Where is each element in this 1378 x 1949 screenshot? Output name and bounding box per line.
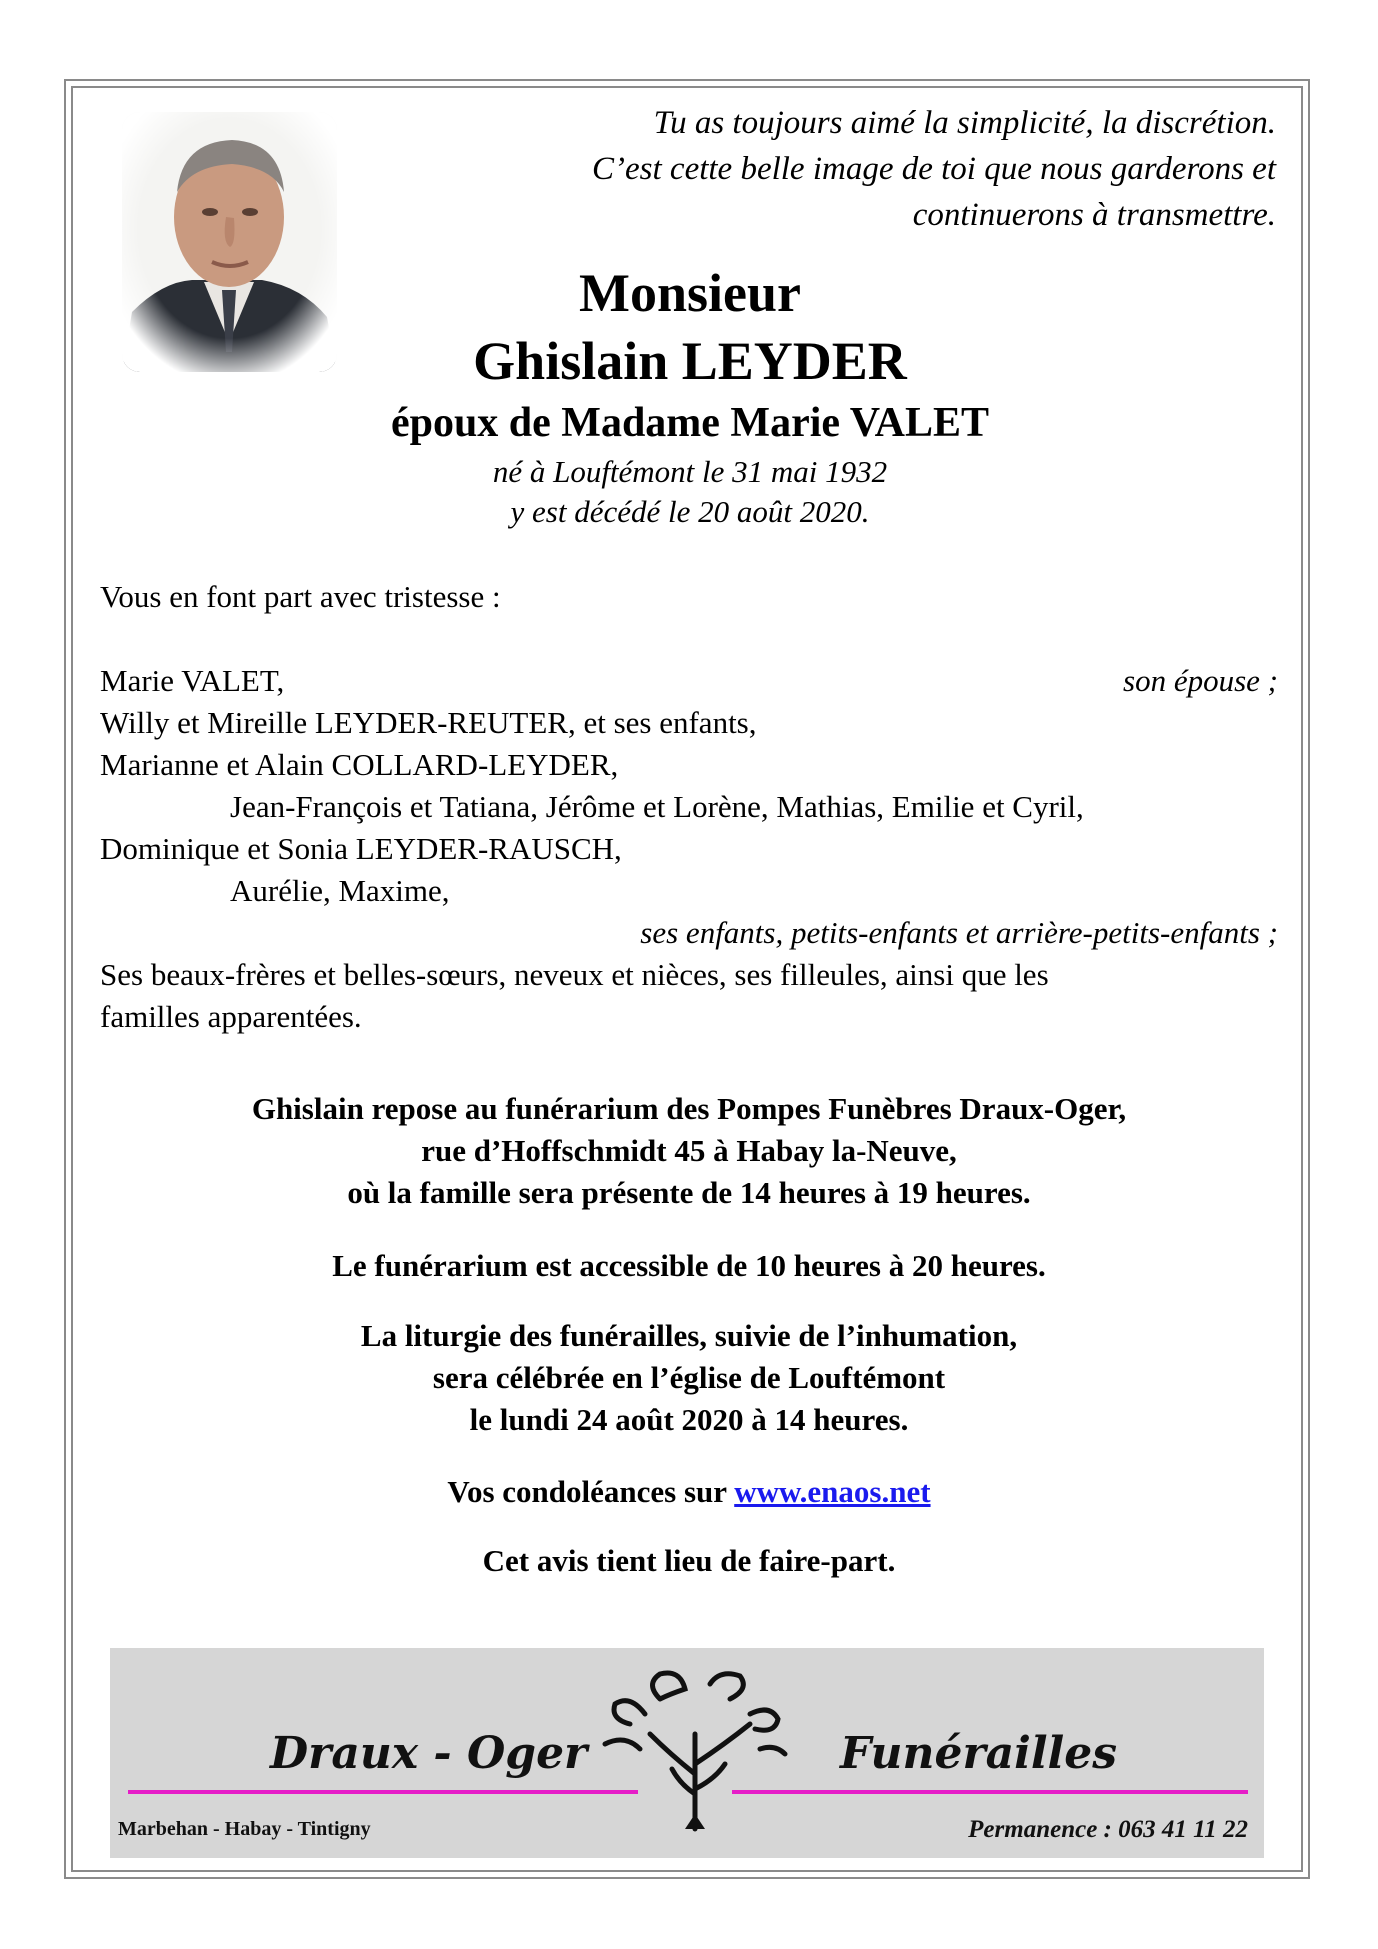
info-line: sera célébrée en l’église de Louftémont: [432, 1360, 946, 1395]
liturgy-info: [100, 1315, 1278, 1441]
salutation: Monsieur: [579, 263, 801, 323]
memorial-quote: [376, 100, 1276, 238]
intro-line: Vous en font part avec tristesse :: [100, 579, 501, 614]
deceased-name: Ghislain LEYDER: [473, 331, 907, 391]
birth-line: né à Louftémont le 31 mai 1932: [492, 454, 888, 489]
accent-line-left: [128, 1790, 638, 1794]
family-row: Dominique et Sonia LEYDER-RAUSCH,: [100, 831, 622, 866]
condolences-line: [100, 1471, 1278, 1513]
family-row: Willy et Mireille LEYDER-REUTER, et ses enfants,: [100, 705, 757, 740]
family-row: familles apparentées.: [100, 999, 362, 1034]
info-line: où la famille sera présente de 14 heures à 19 heures.: [347, 1175, 1031, 1210]
condolences-prefix: Vos condoléances sur: [447, 1474, 735, 1509]
spouse-role: son épouse ;: [1123, 663, 1278, 698]
children-role: ses enfants, petits-enfants et arrière-petits-enfants ;: [640, 915, 1278, 950]
locations: Marbehan - Habay - Tintigny: [118, 1818, 371, 1840]
condolences-link[interactable]: www.enaos.net: [734, 1474, 931, 1509]
accent-line-right: [732, 1790, 1248, 1794]
family-row: Jean-François et Tatiana, Jérôme et Lorène, Mathias, Emilie et Cyril,: [230, 789, 1084, 824]
quote-line: continuerons à transmettre.: [912, 197, 1276, 233]
info-line: La liturgie des funérailles, suivie de l’inhumation,: [360, 1318, 1018, 1353]
funerarium-info: [100, 1088, 1278, 1214]
permanence-phone: Permanence : 063 41 11 22: [968, 1816, 1248, 1843]
access-info: Le funérarium est accessible de 10 heures à 20 heures.: [332, 1248, 1046, 1283]
info-line: rue d’Hoffschmidt 45 à Habay la-Neuve,: [421, 1133, 957, 1168]
death-line: y est décédé le 20 août 2020.: [510, 494, 870, 529]
spouse-name: Marie VALET,: [100, 663, 285, 698]
family-row-children-role: [100, 912, 1278, 954]
notice-line: Cet avis tient lieu de faire-part.: [482, 1543, 896, 1578]
family-row-spouse: [100, 660, 1278, 702]
info-line: Ghislain repose au funérarium des Pompes Funèbres Draux-Oger,: [251, 1091, 1127, 1126]
brand-tagline: Funérailles: [840, 1728, 1118, 1779]
quote-line: Tu as toujours aimé la simplicité, la discrétion.: [653, 105, 1276, 141]
funeral-home-banner: [110, 1648, 1264, 1858]
family-row: Ses beaux-frères et belles-sœurs, neveux et nièces, ses filleules, ainsi que les: [100, 957, 1049, 992]
family-intro: [100, 576, 1278, 618]
tree-logo-icon: [600, 1664, 790, 1834]
info-line: le lundi 24 août 2020 à 14 heures.: [469, 1402, 909, 1437]
family-row: Marianne et Alain COLLARD-LEYDER,: [100, 747, 619, 782]
brand-name: Draux - Oger: [270, 1728, 588, 1779]
spouse-line: époux de Madame Marie VALET: [390, 400, 990, 446]
quote-line: C’est cette belle image de toi que nous garderons et: [592, 151, 1276, 187]
family-list: [100, 660, 1278, 1038]
family-row: Aurélie, Maxime,: [230, 873, 450, 908]
